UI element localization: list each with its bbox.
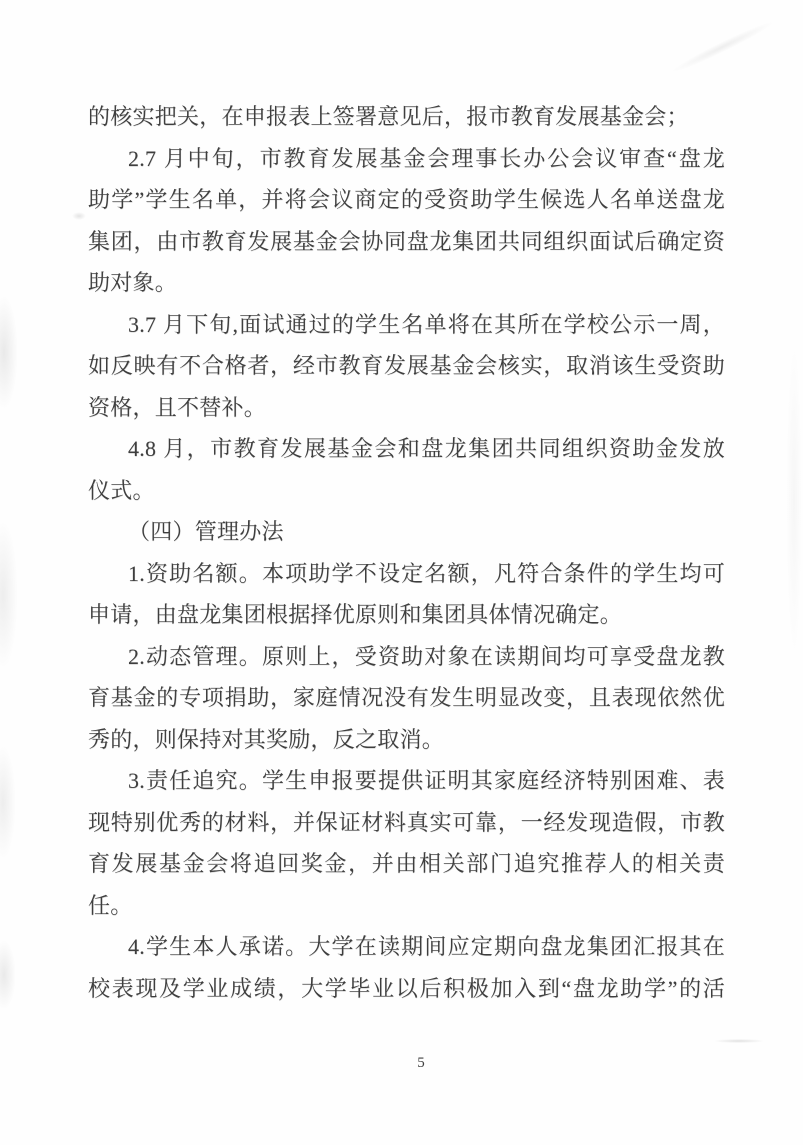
text-line: （四）管理办法 [128,519,284,544]
text-line: 现特别优秀的材料，并保证材料真实可靠，一经发现造假，市教 [88,809,725,835]
text-line: 育发展基金会将追回奖金，并由相关部门追究推荐人的相关责 [88,851,725,876]
text-line: 2.动态管理。原则上，受资助对象在读期间均可享受盘龙教 [128,643,725,669]
text-line: 2.7 月中旬，市教育发展基金会理事长办公会议审查“盘龙 [128,145,725,171]
scan-smudge [0,745,16,860]
text-line: 4.8 月，市教育发展基金会和盘龙集团共同组织资助金发放 [128,436,725,461]
text-line: 助对象。 [88,270,178,295]
text-line: 3.责任追究。学生申报要提供证明其家庭经济特别困难、表 [128,768,725,793]
scan-smudge [714,1039,764,1043]
text-line: 1.资助名额。本项助学不设定名额，凡符合条件的学生均可 [128,560,725,586]
text-line: 的核实把关，在申报表上签署意见后，报市教育发展基金会； [88,104,689,129]
text-line: 育基金的专项捐助，家庭情况没有发生明显改变，且表现依然优 [88,685,725,710]
text-line: 3.7 月下旬,面试通过的学生名单将在其所在学校公示一周， [128,311,725,337]
text-line: 4.学生本人承诺。大学在读期间应定期向盘龙集团汇报其在 [128,934,725,959]
scan-smudge [786,340,802,660]
text-line: 任。 [88,892,133,918]
text-line: 申请，由盘龙集团根据择优原则和集团具体情况确定。 [88,602,623,627]
text-line: 校表现及学业成绩，大学毕业以后积极加入到“盘龙助学”的活 [88,975,725,1001]
scan-smudge [0,940,16,1010]
text-line: 如反映有不合格者，经市教育发展基金会核实，取消该生受资助 [88,353,725,378]
document-text-block [88,96,725,1009]
text-line: 助学”学生名单，并将会议商定的受资助学生候选人名单送盘龙 [88,187,725,212]
page-number: 5 [417,1055,425,1071]
scan-smudge [0,295,18,410]
text-line: 仪式。 [88,477,155,503]
text-line: 资格，且不替补。 [88,394,267,420]
scan-smudge [669,17,777,76]
scan-smudge [72,212,86,220]
text-line: 秀的，则保持对其奖励，反之取消。 [88,726,445,752]
text-line: 集团，由市教育发展基金会协同盘龙集团共同组织面试后确定资 [88,228,725,254]
scan-smudge [0,520,18,670]
